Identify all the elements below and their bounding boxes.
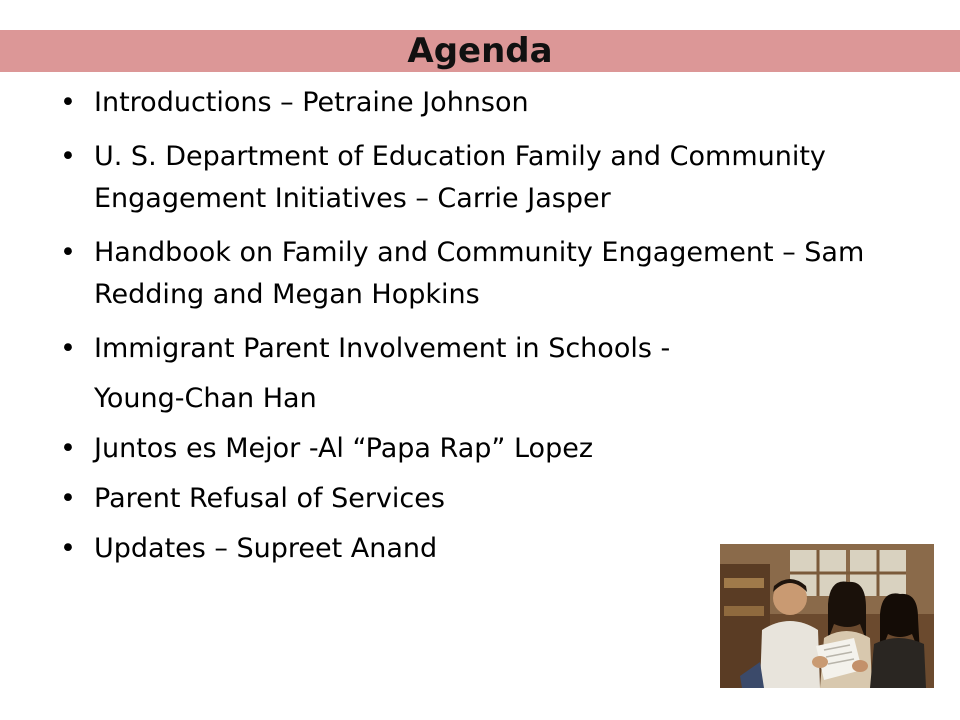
slide-title: Agenda [407, 31, 553, 71]
agenda-item [58, 428, 918, 470]
agenda-item-text: Immigrant Parent Involvement in Schools - [94, 333, 671, 364]
agenda-item-text: Parent Refusal of Services [94, 483, 445, 514]
family-reading-photo [720, 544, 934, 688]
agenda-item-continuation [58, 378, 918, 420]
bullet-icon: • [60, 433, 76, 464]
bullet-icon: • [60, 333, 76, 364]
agenda-item-text: U. S. Department of Education Family and Community Engagement Initiatives – Carrie Jasper [94, 141, 826, 214]
agenda-item-text: Introductions – Petraine Johnson [94, 87, 529, 118]
agenda-list [58, 82, 918, 578]
agenda-item [58, 136, 918, 220]
agenda-item-text: Updates – Supreet Anand [94, 533, 438, 564]
agenda-item-text: Handbook on Family and Community Engagement – Sam Redding and Megan Hopkins [94, 237, 865, 310]
family-reading-illustration [720, 544, 934, 688]
agenda-item [58, 82, 918, 124]
agenda-item [58, 478, 918, 520]
agenda-item [58, 232, 918, 316]
bullet-icon: • [60, 533, 76, 564]
agenda-item [58, 328, 918, 370]
bullet-icon: • [60, 87, 76, 118]
agenda-item-text: Juntos es Mejor -Al “Papa Rap” Lopez [94, 433, 593, 464]
agenda-item-text: Young-Chan Han [94, 383, 317, 414]
bullet-icon: • [60, 141, 76, 172]
bullet-icon: • [60, 483, 76, 514]
bullet-icon: • [60, 237, 76, 268]
